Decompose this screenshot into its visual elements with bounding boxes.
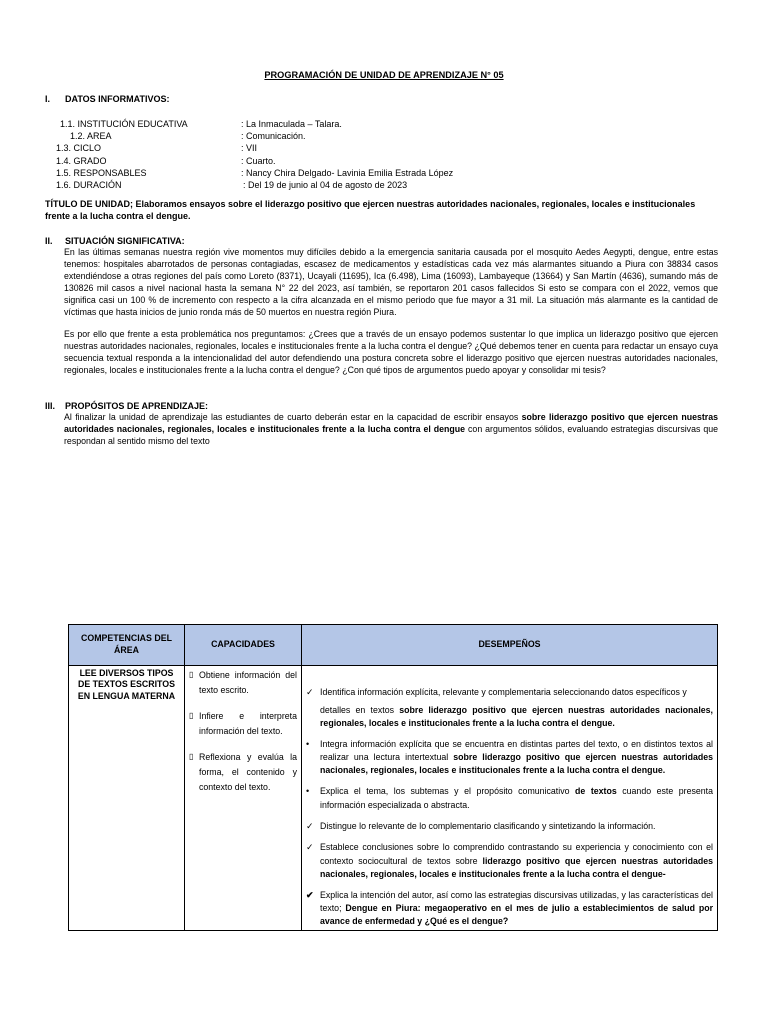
purpose-text: Al finalizar la unidad de aprendizaje las estudiantes de cuarto deberán estar en la capacidad de escribir ensayos bbox=[64, 412, 522, 422]
desempeno-text-bold: sobre liderazgo positivo que ejercen nuestras autoridades nacionales, regionales, locales e institucionales frente a la lucha contra el dengue. bbox=[320, 704, 713, 728]
desempeno-continuation bbox=[306, 704, 713, 730]
desempeno-item bbox=[306, 841, 713, 881]
capacidad-item bbox=[189, 750, 297, 796]
situation-paragraph-1: En las últimas semanas nuestra región vive momentos muy difíciles debido a la emergencia sanitaria causada por el mosquito Aedes Aegypti, dengue, entre estas tenemos: hospitales abarrotados de personas contagiadas, escasez de medicamentos y estadísticas cada vez más alarmantes situando a Piura con 38834 casos extendiéndose a otras regiones del país como Loreto (8371), Ucayali (11695), Ica (6.498), Lima (16093), Lambayeque (13664) y San Martín (4636), sumando más de 130826 mil casos a nivel nacional hasta la semana N° 22 del 2023, así también, se reportaron 201 casos fallecidos Si esto se compara con el 2022, vemos que significa casi un 100 % de incremento con respecto a la cifra alcanzada en el mismo periodo que fue mayor a 31 mil. La situación más alarmante es la cantidad de víctimas que hasta inicios de junio ronda más de 50 muertos en nuestra región Piura. bbox=[64, 247, 718, 317]
desempeno-text: Distingue lo relevante de lo complementario clasificando y sintetizando la información. bbox=[320, 820, 656, 831]
checkbox-icon: ▯ bbox=[189, 670, 194, 679]
section-heading-text: DATOS INFORMATIVOS: bbox=[65, 94, 170, 104]
check-icon: ✓ bbox=[306, 842, 314, 853]
situation-paragraph-2: Es por ello que frente a esta problemática nos preguntamos: ¿Crees que a través de un ensayo podemos sustentar lo que implica un liderazgo positivo que ejercen nuestras autoridades nacionales, regionales, locales e institucionales frente a la lucha contra el dengue? ¿Qué debemos tener en cuenta para redactar un ensayo cuya secuencia textual responda a la intencionalidad del autor defendiendo una postura concreta sobre el liderazgo positivo que ejercen nuestras autoridades nacionales, regionales, locales e institucionales frente a la lucha contra el dengue? ¿Con qué tipos de argumentos puedo apoyar y consolidar mi tesis? bbox=[64, 329, 718, 375]
info-label: 1.5. RESPONSABLES bbox=[56, 167, 147, 178]
capacidad-text: Obtiene información del texto escrito. bbox=[199, 670, 297, 696]
section-heading-datos bbox=[45, 93, 170, 105]
capacidad-item bbox=[189, 668, 297, 699]
info-value: : Del 19 de junio al 04 de agosto de 2023 bbox=[243, 179, 408, 190]
capacidad-item bbox=[189, 709, 297, 740]
header-desempenos: DESEMPEÑOS bbox=[302, 625, 718, 666]
info-value: : Comunicación. bbox=[241, 131, 306, 142]
desempeno-item bbox=[306, 889, 713, 929]
header-capacidades: CAPACIDADES bbox=[185, 625, 302, 666]
competencies-table bbox=[68, 624, 718, 931]
desempeno-text-part: cuando este presenta información especializada o abstracta. bbox=[320, 786, 714, 810]
info-label: 1.4. GRADO bbox=[56, 155, 107, 166]
section-heading-text: PROPÓSITOS DE APRENDIZAJE: bbox=[65, 401, 209, 411]
info-value: : Cuarto. bbox=[241, 155, 276, 166]
purpose-text-bold: sobre liderazgo positivo que ejercen nuestras autoridades nacionales, regionales, locales e institucionales frente a la lucha contra el dengue bbox=[64, 412, 719, 434]
info-row bbox=[56, 155, 453, 167]
check-icon: ✓ bbox=[306, 820, 314, 831]
unit-title bbox=[45, 198, 715, 222]
desempeno-text bbox=[320, 785, 713, 811]
info-value: : Nancy Chira Delgado- Lavinia Emilia Estrada López bbox=[241, 167, 454, 178]
section-number: III. bbox=[45, 401, 56, 411]
checkbox-icon: ▯ bbox=[189, 751, 194, 761]
section-number: I. bbox=[45, 94, 51, 104]
desempeno-item bbox=[306, 686, 713, 700]
capacidad-text: Infiere e interpreta información del texto. bbox=[199, 710, 297, 737]
section-heading-text: SITUACIÓN SIGNIFICATIVA: bbox=[65, 236, 185, 246]
check-icon: ✓ bbox=[306, 687, 314, 697]
bullet-icon: • bbox=[306, 738, 310, 749]
desempeno-text-bold: Dengue en Piura: megaoperativo en el mes de julio a establecimientos de salud por avance de enfermedad y ¿Qué es el dengue? bbox=[320, 903, 713, 927]
info-label: 1.2. AREA bbox=[70, 131, 112, 142]
desempeno-item bbox=[306, 820, 713, 834]
section-heading-situacion bbox=[45, 235, 185, 247]
desempenos-cell bbox=[302, 666, 718, 931]
desempeno-text bbox=[320, 738, 713, 778]
desempeno-text-bold: de textos bbox=[575, 786, 617, 797]
desempeno-text: Identifica información explícita, relevante y complementaria seleccionando datos específicos y bbox=[320, 687, 687, 697]
info-value: : La Inmaculada – Talara. bbox=[241, 119, 342, 129]
info-row bbox=[60, 130, 453, 142]
section-heading-propositos bbox=[45, 400, 208, 412]
desempeno-text bbox=[320, 841, 713, 881]
desempeno-text-bold: sobre liderazgo positivo que ejercen nuestras autoridades nacionales, regionales, locales e institucionales frente a la lucha contra el dengue. bbox=[320, 752, 713, 776]
desempeno-text-part: Integra información explícita que se encuentra en distintas partes del texto, o en distintos textos al realizar una lectura intertextual bbox=[320, 738, 713, 763]
competencia-cell: LEE DIVERSOS TIPOS DE TEXTOS ESCRITOS EN LENGUA MATERNA bbox=[69, 666, 185, 931]
section-number: II. bbox=[45, 236, 53, 246]
table-header-row bbox=[69, 625, 718, 666]
info-list bbox=[56, 118, 454, 191]
purpose-paragraph bbox=[64, 412, 718, 448]
info-row bbox=[60, 118, 453, 130]
table-row bbox=[69, 666, 718, 931]
check-icon: ✔ bbox=[306, 889, 314, 900]
info-row bbox=[56, 179, 453, 191]
info-label: 1.6. DURACIÓN bbox=[56, 179, 122, 190]
bullet-icon: • bbox=[306, 786, 310, 797]
unit-title-label: TÍTULO DE UNIDAD; bbox=[45, 199, 133, 209]
desempeno-text-part: Explica la intención del autor, así como las estrategias discursivas utilizadas, y las características del texto; bbox=[320, 889, 713, 914]
purpose-text: con argumentos sólidos, evaluando estrategias discursivas que respondan al sentido mismo del texto bbox=[64, 423, 719, 446]
capacidad-text: Reflexiona y evalúa la forma, el contenido y contexto del texto. bbox=[199, 751, 297, 793]
header-competencias: COMPETENCIAS DEL ÁREA bbox=[69, 625, 185, 666]
desempeno-text bbox=[320, 889, 713, 929]
desempeno-text-part: Explica el tema, los subtemas y el propósito comunicativo bbox=[320, 786, 576, 797]
checkbox-icon: ▯ bbox=[189, 710, 194, 720]
page-title: PROGRAMACIÓN DE UNIDAD DE APRENDIZAJE N° 05 bbox=[264, 70, 504, 80]
unit-title-text: Elaboramos ensayos sobre el liderazgo positivo que ejercen nuestras autoridades nacionales, regionales, locales e institucionales frente a la lucha contra el dengue. bbox=[45, 199, 696, 222]
desempeno-text: detalles en textos bbox=[320, 704, 400, 715]
info-value: : VII bbox=[241, 143, 258, 154]
capacidades-cell bbox=[185, 666, 302, 931]
info-label: 1.3. CICLO bbox=[56, 143, 102, 154]
info-label: 1.1. INSTITUCIÓN EDUCATIVA bbox=[60, 119, 188, 129]
desempeno-item bbox=[306, 738, 713, 778]
info-row bbox=[56, 142, 453, 154]
desempeno-text-part: Establece conclusiones sobre lo comprendido contrastando su experiencia y conocimiento con el contexto sociocultural de textos sobre bbox=[320, 842, 713, 866]
info-row bbox=[56, 167, 454, 179]
desempeno-text-bold: liderazgo positivo que ejercen nuestras autoridades nacionales, regionales, locales e institucionales frente a la lucha contra el dengue- bbox=[320, 855, 713, 879]
desempeno-item bbox=[306, 785, 713, 811]
